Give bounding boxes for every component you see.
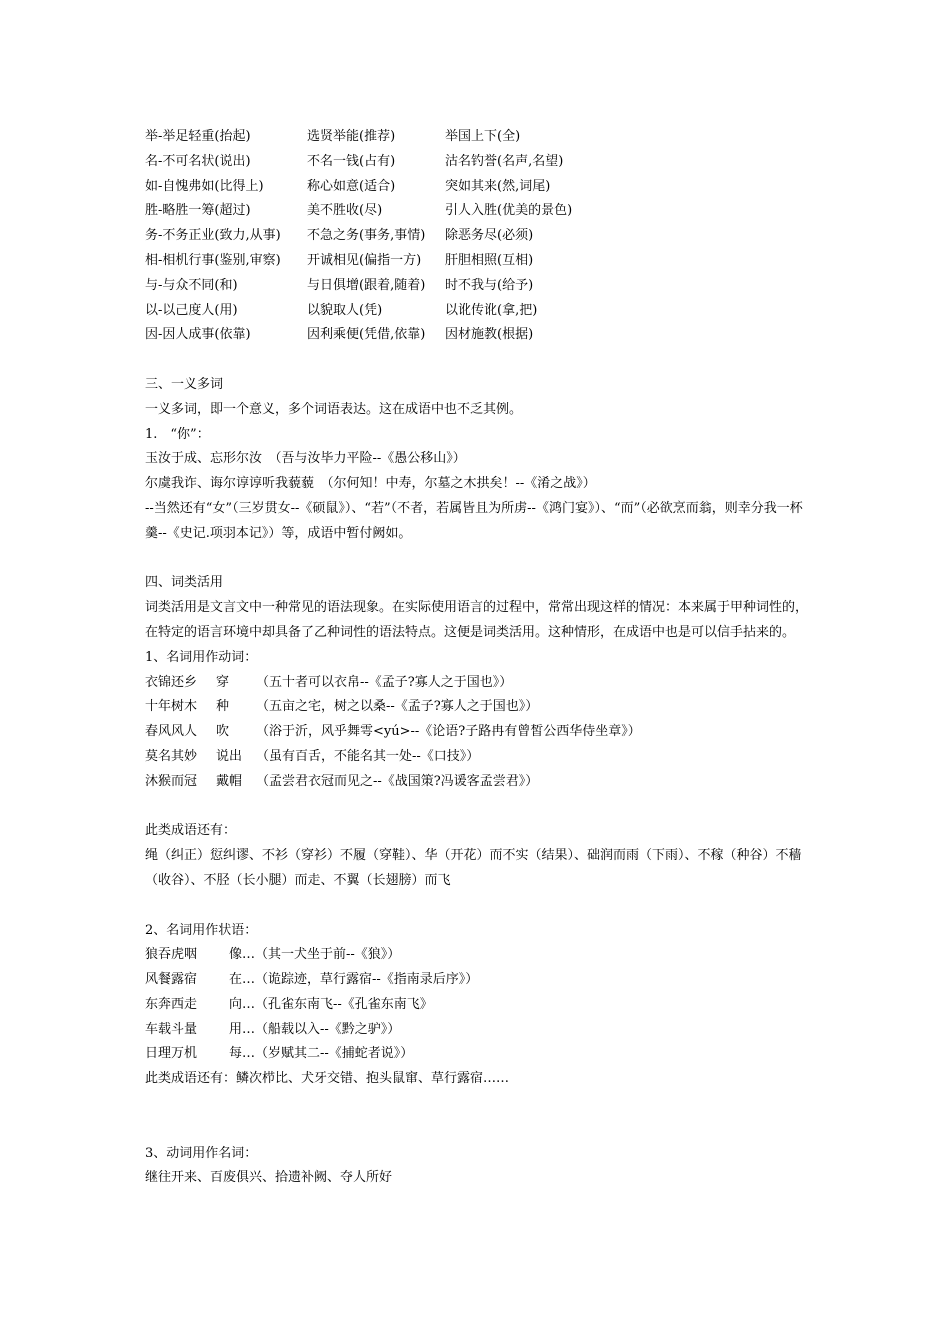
- sub1-row: [145, 671, 815, 696]
- meaning-row: [145, 249, 815, 274]
- meaning-row-cell: 胜-略胜一筹(超过): [145, 203, 251, 219]
- sub1-row: [145, 745, 815, 770]
- meaning-row-cell: 与-与众不同(和): [145, 277, 238, 293]
- meaning-row-cell: 沽名钓誉(名声,名望): [445, 153, 564, 169]
- section3-heading: 三、一义多词: [145, 376, 224, 392]
- meaning-row: [145, 150, 815, 175]
- sub1-row-cell: 种: [216, 699, 230, 715]
- meaning-row-cell: 务-不务正业(致力,从事): [145, 228, 281, 244]
- meaning-row: [145, 299, 815, 324]
- sub2-row-cell: 每…（岁赋其二--《捕蛇者说》）: [229, 1046, 414, 1062]
- sub2-row-cell: 日理万机: [145, 1046, 198, 1062]
- sub1-row-cell: 戴帽: [216, 773, 243, 789]
- sub2-row-cell: 在…（诡踪迹，草行露宿--《指南录后序》）: [229, 972, 479, 988]
- sub2-row: [145, 993, 815, 1018]
- meaning-row-cell: 以貌取人(凭): [307, 302, 383, 318]
- sub1-row-cell: 春风风人: [145, 724, 198, 740]
- meaning-row: [145, 274, 815, 299]
- meaning-row-cell: 不名一钱(占有): [307, 153, 396, 169]
- sub2-row-cell: 用…（船载以入--《黔之驴》）: [229, 1021, 401, 1037]
- sub2-row: [145, 968, 815, 993]
- sub1-more: 绳（纠正）愆纠谬、不衫（穿衫）不履（穿鞋）、华（开花）而不实（结果）、础润而雨（下雨）、不稼（种谷）不穑（收谷）、不胫（长小腿）而走、不翼（长翅膀）而飞: [145, 848, 802, 888]
- meaning-row-cell: 除恶务尽(必须): [445, 228, 534, 244]
- sub2-row-cell: 东奔西走: [145, 996, 198, 1012]
- meaning-row-cell: 与日俱增(跟着,随着): [307, 277, 426, 293]
- meaning-row-cell: 不急之务(事务,事情): [307, 228, 426, 244]
- sub1-rows: [145, 671, 815, 795]
- meanings-table: [145, 125, 815, 348]
- section3-line3: --当然还有“女”（三岁贯女--《硕鼠》）、“若”（不者，若属皆且为所虏--《鸿门宴》）、“而”（必欲烹而翁，则幸分我一杯羹--《史记.项羽本记》）等，成语中暂付阙如。: [145, 500, 803, 541]
- section4-intro: 词类活用是文言文中一种常见的语法现象。在实际使用语言的过程中，常常出现这样的情况：本来属于甲种词性的，在特定的语言环境中却具备了乙种词性的语法特点。这便是词类活用。这种情形，在成语中也是可以信手拈来的。: [145, 600, 809, 640]
- meaning-row: [145, 175, 815, 200]
- sub1-more-label: 此类成语还有：: [145, 823, 237, 839]
- meaning-row: [145, 224, 815, 249]
- sub1-row-cell: （虽有百舌，不能名其一处--《口技》）: [256, 748, 480, 764]
- meaning-row-cell: 美不胜收(尽): [307, 203, 383, 219]
- sub2-row-cell: 风餐露宿: [145, 972, 198, 988]
- sub1-row-cell: （五十者可以衣帛--《孟子?寡人之于国也》）: [256, 674, 513, 690]
- sub1-row: [145, 770, 815, 795]
- sub1-row-cell: 十年树木: [145, 699, 198, 715]
- sub1-row: [145, 695, 815, 720]
- sub3-heading: 3、动词用作名词：: [145, 1145, 258, 1161]
- sub2-row: [145, 943, 815, 968]
- meaning-row-cell: 称心如意(适合): [307, 178, 396, 194]
- meaning-row-cell: 举-举足轻重(抬起): [145, 129, 251, 144]
- meaning-row-cell: 因-因人成事(依靠): [145, 327, 251, 343]
- sub2-heading: 2、名词用作状语：: [145, 922, 258, 938]
- sub1-row-cell: （孟尝君衣冠而见之--《战国策?冯谖客孟尝君》）: [256, 773, 539, 789]
- meaning-row-cell: 开诚相见(偏指一方): [307, 252, 422, 268]
- meaning-row-cell: 引人入胜(优美的景色): [445, 203, 573, 219]
- meaning-row-cell: 举国上下(全): [445, 129, 521, 144]
- sub1-row-cell: 吹: [216, 724, 230, 740]
- sub2-row-cell: 像…（其一犬坐于前--《狼》）: [229, 947, 401, 963]
- section3-line1: 玉汝于成、忘形尔汝 （吾与汝毕力平险--《愚公移山》）: [145, 451, 466, 467]
- sub1-row-cell: 说出: [216, 748, 243, 764]
- sub1-row-cell: 衣锦还乡: [145, 674, 198, 690]
- meaning-row-cell: 因利乘便(凭借,依靠): [307, 327, 426, 343]
- section3-intro: 一义多词，即一个意义，多个词语表达。这在成语中也不乏其例。: [145, 401, 523, 417]
- meaning-row-cell: 以讹传讹(拿,把): [445, 302, 538, 318]
- sub1-row: [145, 720, 815, 745]
- meaning-row: [145, 199, 815, 224]
- meaning-row-cell: 如-自愧弗如(比得上): [145, 178, 264, 194]
- meaning-row-cell: 选贤举能(推荐): [307, 129, 396, 144]
- sub1-heading: 1、名词用作动词：: [145, 649, 258, 665]
- sub2-rows: [145, 943, 815, 1067]
- sub2-row-cell: 车载斗量: [145, 1021, 198, 1037]
- meaning-row-cell: 以-以己度人(用): [145, 302, 238, 318]
- sub1-row-cell: 沐猴而冠: [145, 773, 198, 789]
- sub1-row-cell: （浴于沂，风乎舞雩<yú>--《论语?子路冉有曾皙公西华侍坐章》）: [256, 724, 641, 740]
- meaning-row-cell: 时不我与(给予): [445, 277, 534, 293]
- document-page: [145, 125, 815, 1191]
- sub2-more: 此类成语还有：鳞次栉比、犬牙交错、抱头鼠窜、草行露宿……: [145, 1071, 510, 1087]
- meaning-row: [145, 323, 815, 348]
- section3-item1: 1. “你”：: [145, 426, 210, 442]
- sub1-row-cell: （五亩之宅，树之以桑--《孟子?寡人之于国也》）: [256, 699, 539, 715]
- meaning-row-cell: 突如其来(然,词尾): [445, 178, 551, 194]
- sub2-row-cell: 狼吞虎咽: [145, 947, 198, 963]
- meaning-row-cell: 相-相机行事(鉴别,审察): [145, 252, 281, 268]
- sub1-row-cell: 莫名其妙: [145, 748, 198, 764]
- meaning-row-cell: 因材施教(根据): [445, 327, 534, 343]
- meaning-row: [145, 125, 815, 150]
- meaning-row-cell: 名-不可名状(说出): [145, 153, 251, 169]
- sub2-row: [145, 1042, 815, 1067]
- section4-heading: 四、词类活用: [145, 575, 224, 591]
- sub2-row: [145, 1018, 815, 1043]
- sub3-line: 继往开来、百废俱兴、拾遗补阙、夺人所好: [145, 1170, 393, 1186]
- meaning-row-cell: 肝胆相照(互相): [445, 252, 534, 268]
- sub1-row-cell: 穿: [216, 674, 230, 690]
- sub2-row-cell: 向…（孔雀东南飞--《孔雀东南飞》: [229, 996, 433, 1012]
- section3-line2: 尔虞我诈、诲尔谆谆听我藐藐 （尔何知！中寿，尔墓之木拱矣！--《淆之战》）: [145, 476, 596, 492]
